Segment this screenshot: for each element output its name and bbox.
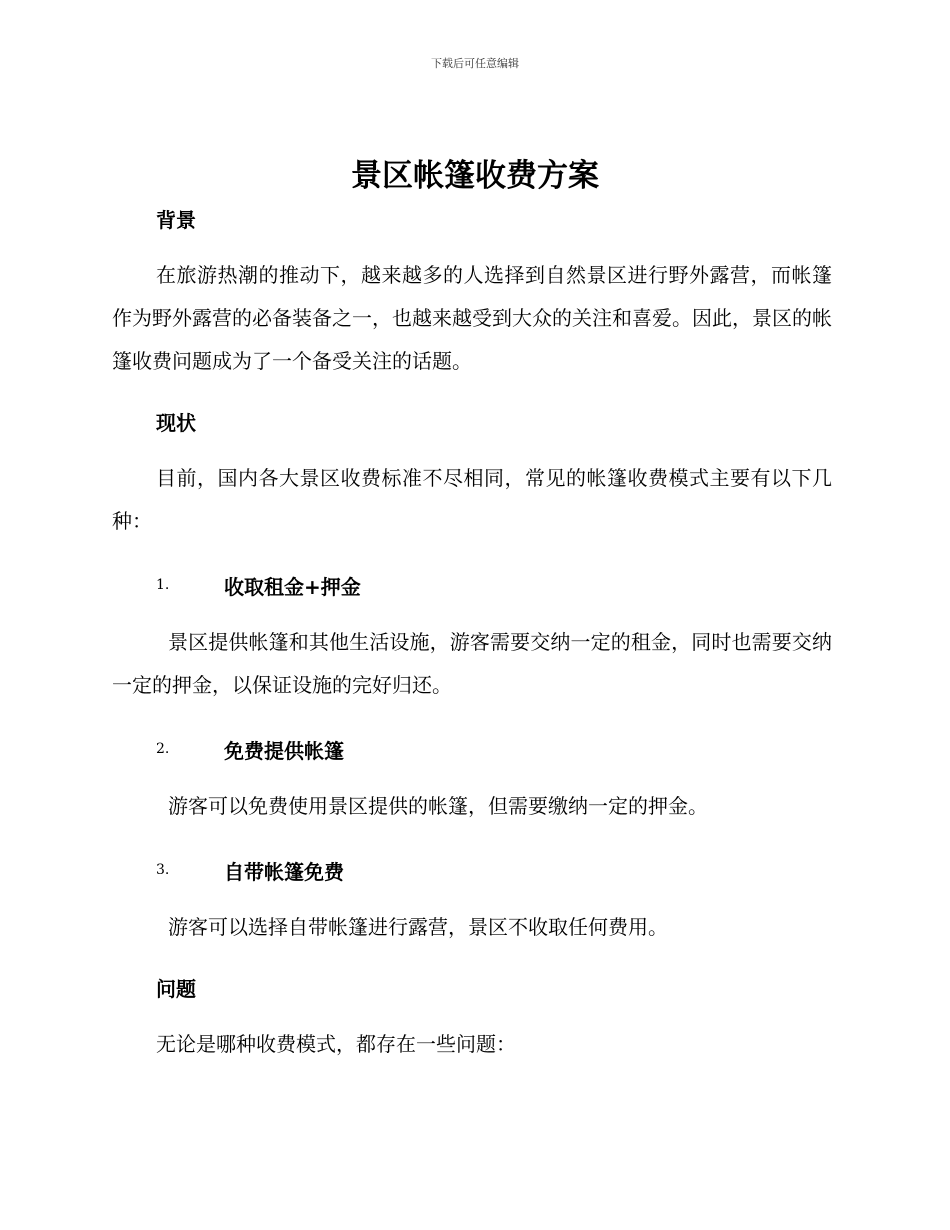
- document-title: 景区帐篷收费方案: [351, 158, 599, 194]
- list-item-mode-3: [112, 848, 832, 892]
- list-number: 1.: [156, 577, 170, 593]
- list-title: 免费提供帐篷: [224, 738, 344, 763]
- document-body: [112, 200, 832, 1066]
- paragraph-background: 在旅游热潮的推动下，越来越多的人选择到自然景区进行野外露营，而帐篷作为野外露营的必备装备之一，也越来越受到大众的关注和喜爱。因此，景区的帐篷收费问题成为了一个备受关注的话题。: [112, 263, 832, 373]
- list-title: 收取租金+押金: [224, 574, 361, 599]
- paragraph-mode-3: 游客可以选择自带帐篷进行露营，景区不收取任何费用。: [168, 915, 668, 939]
- list-number: 2.: [156, 741, 170, 757]
- paragraph-mode-1: 景区提供帐篷和其他生活设施，游客需要交纳一定的租金，同时也需要交纳一定的押金，以保证设施的完好归还。: [112, 630, 832, 697]
- list-title: 自带帐篷免费: [224, 859, 344, 884]
- header-note: 下载后可任意编辑: [431, 57, 519, 70]
- list-number: 3.: [156, 862, 170, 878]
- paragraph-mode-2: 游客可以免费使用景区提供的帐篷，但需要缴纳一定的押金。: [168, 794, 708, 818]
- section-heading-issues: 问题: [156, 977, 196, 1001]
- paragraph-issues: 无论是哪种收费模式，都存在一些问题：: [156, 1032, 516, 1056]
- section-heading-background: 背景: [156, 208, 196, 232]
- section-heading-status: 现状: [156, 411, 196, 435]
- paragraph-status: 目前，国内各大景区收费标准不尽相同，常见的帐篷收费模式主要有以下几种：: [112, 466, 832, 533]
- list-item-mode-2: [112, 727, 832, 771]
- list-item-mode-1: [112, 563, 832, 607]
